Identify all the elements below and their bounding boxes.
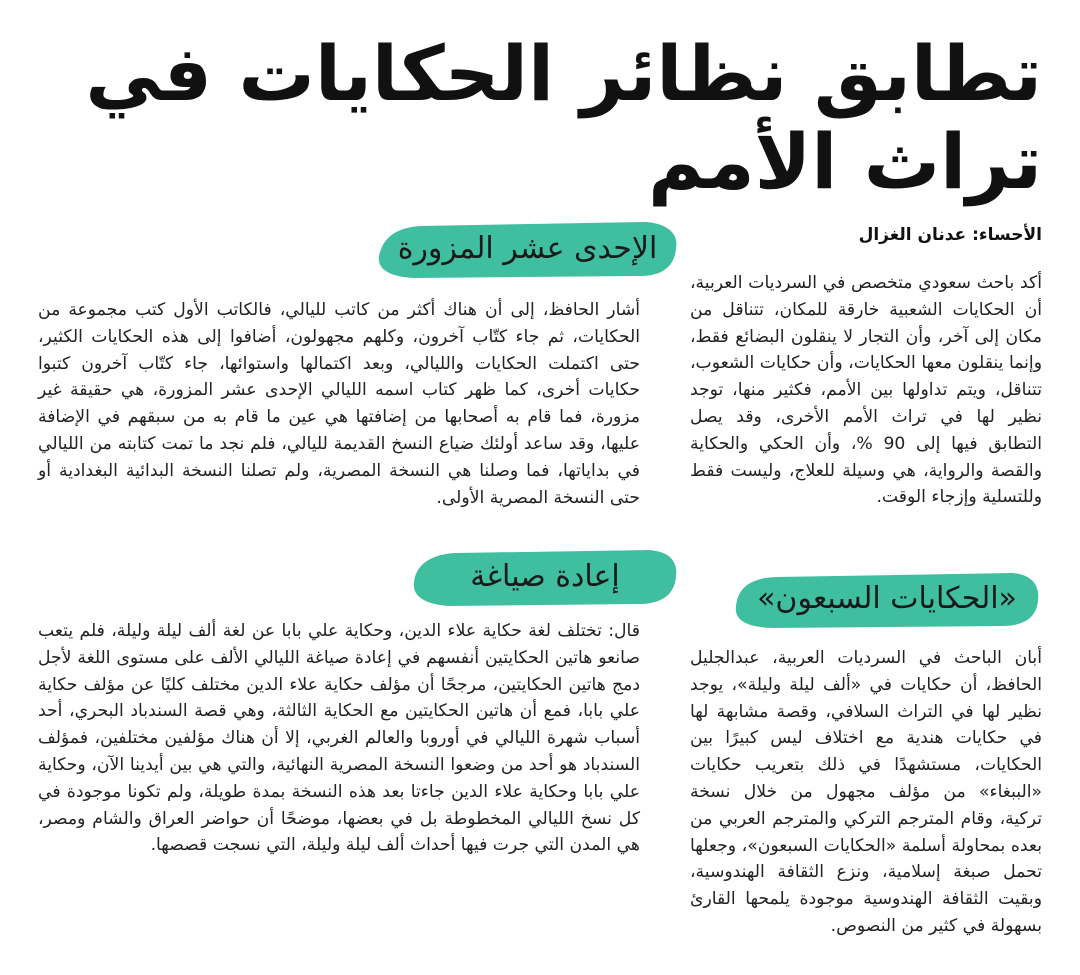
intro-paragraph: أكد باحث سعودي متخصص في السرديات العربية، أن الحكايات الشعبية خارقة للمكان، تتناقل من مكان إلى آخر، وأن التجار لا ينقلون البضائع فقط، وإنما ينقلون معها الحكايات، وأن حكايات الشعوب، تتناقل، ويتم تداولها بين الأمم، فكثير منها، توجد نظير لها في تراث الأمم الأخرى، وقد يصل التطابق فيها إلى 90 %، وأن الحكي والحكاية والقصة والرواية، هي وسيلة للعلاج، وليست فقط وللتسلية وإزجاء الوقت. bbox=[690, 273, 1042, 508]
article-byline: الأحساء: عدنان الغزال bbox=[858, 225, 1042, 245]
section-heading-banner bbox=[375, 218, 680, 280]
section-body: أبان الباحث في السرديات العربية، عبدالجليل الحافظ، أن حكايات في «ألف ليلة وليلة»، يوجد نظير لها في التراث السلافي، وقصة مشابهة لها في حكايات هندية مع اختلاف ليس كبيرًا بين الحكايات، مستشهدًا في ذلك بتعريب حكايات «الببغاء» من مؤلف مجهول من خلال نسخة تركية، وقام المترجم التركي والمترجم العربي من بعده بمحاولة أسلمة «الحكايات السبعون»، وجعلها تحمل صبغة إسلامية، ونزع الثقافة الهندوسية، وبقيت الثقافة الهندوسية موجودة يلمحها القارئ بسهولة في كثير من النصوص. bbox=[690, 648, 1042, 936]
article-headline: تطابق نظائر الحكايات في تراث الأمم bbox=[85, 29, 1042, 206]
section-heading: الإحدى عشر المزورة bbox=[397, 231, 658, 266]
section-heading: «الحكايات السبعون» bbox=[757, 581, 1017, 616]
section-heading-banner bbox=[410, 546, 680, 608]
section-heading: إعادة صياغة bbox=[470, 559, 620, 594]
section-body: قال: تختلف لغة حكاية علاء الدين، وحكاية علي بابا عن لغة ألف ليلة وليلة، فلم يتعب صانعو هاتين الحكايتين أنفسهم في إعادة صياغة الليالي الألف على مستوى اللغة لأجل دمج هاتين الحكايتين، مرجحًا أن مؤلف حكاية علاء الدين مختلف كليًا عن مؤلف حكاية علي بابا، فمع أن هاتين الحكايتين مع الحكاية الثالثة، وهي قصة السندباد البحري، أحد أسباب شهرة الليالي في أوروبا والعالم الغربي، إلا أن هناك مؤلفين مختلفين، فمؤلف السندباد هو أحد من وضعوا النسخة المصرية النهائية، والتي هي بين أيدينا الآن، وحكاية علي بابا وحكاية علاء الدين جاءتا بعد هذه النسخة بمدة طويلة، ولم تكونا موجودة في كل نسخ الليالي المخطوطة بل في بعضها، موضحًا أن حواضر العراق والشام ومصر، هي المدن التي جرت فيها أحداث ألف ليلة وليلة، التي نسجت قصصها. bbox=[38, 621, 640, 856]
section-body: أشار الحافظ، إلى أن هناك أكثر من كاتب لليالي، فالكاتب الأول كتب مجموعة من الحكايات، ثم جاء كتّاب آخرون، وكلهم مجهولون، أضافوا إلى هذه الحكايات الكثير، حتى اكتملت الحكايات والليالي، وبعد اكتمالها واستوائها، جاء كتّاب آخرون كتبوا حكايات أخرى، كما ظهر كتاب اسمه الليالي الإحدى عشر المزورة، هي حقيقة غير مزورة، فما قام به أصحابها من إضافتها هي عين ما قام به من سبقهم في الإضافة عليها، وقد ساعد أولئك ضياع النسخ القديمة لليالي، فلم نجد ما تمت كتابته من الليالي في بداياتها، فما وصلنا هي النسخة المصرية، ولم تصلنا النسخة البدائية البغدادية أو حتى النسخة المصرية الأولى. bbox=[38, 300, 640, 508]
section-heading-banner bbox=[732, 568, 1042, 630]
